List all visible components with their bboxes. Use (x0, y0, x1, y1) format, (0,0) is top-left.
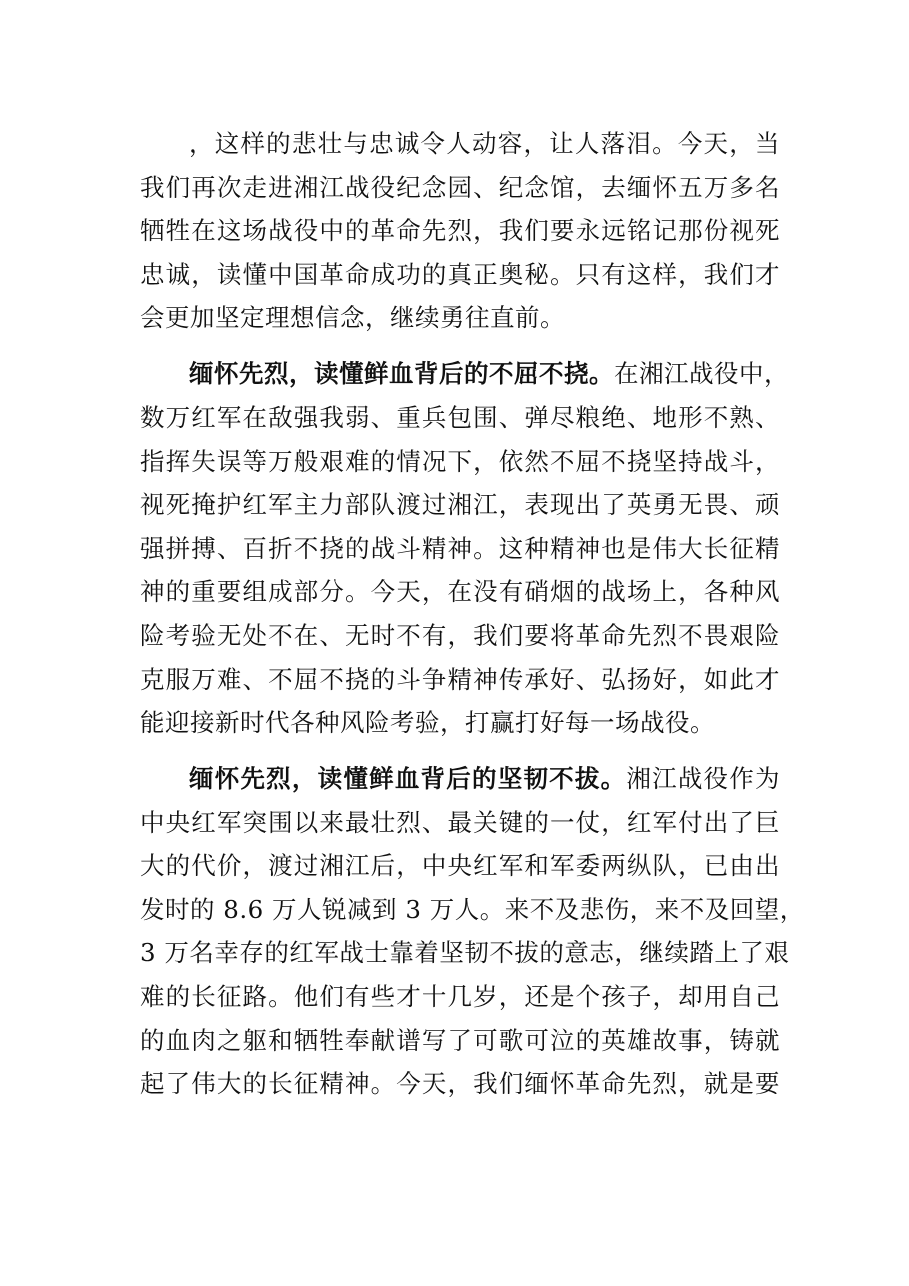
text-line: 我们再次走进湘江战役纪念园、纪念馆，去缅怀五万多名 (140, 172, 780, 202)
text-line: 大的代价，渡过湘江后，中央红军和军委两纵队，已由出 (140, 851, 780, 881)
text-line (140, 352, 789, 396)
text-line: 3 万名幸存的红军战士靠着坚韧不拔的意志，继续踏上了艰 (140, 938, 790, 968)
text-line: 发时的 8.6 万人锐减到 3 万人。来不及悲伤，来不及回望， (140, 894, 805, 924)
text-line: 强拼搏、百折不挠的战斗精神。这种精神也是伟大长征精 (140, 533, 780, 563)
text-line: 的血肉之躯和牺牲奉献谱写了可歌可泣的英雄故事，铸就 (140, 1025, 780, 1055)
text-line: 会更加坚定理想信念，继续勇往直前。 (140, 303, 565, 333)
paragraph-spacing (140, 340, 780, 352)
text-line: 数万红军在敌强我弱、重兵包围、弹尽粮绝、地形不熟、 (140, 402, 780, 432)
text-line: 中央红军突围以来最壮烈、最关键的一仗，红军付出了巨 (140, 807, 780, 837)
text-line: 牺牲在这场战役中的革命先烈，我们要永远铭记那份视死 (140, 216, 780, 246)
paragraph-lead-heading: 缅怀先烈，读懂鲜血背后的不屈不挠。 (189, 359, 614, 389)
text-line: 难的长征路。他们有些才十几岁，还是个孩子，却用自己 (140, 982, 780, 1012)
text-run: 湘江战役作为 (626, 764, 781, 794)
text-line: ，这样的悲壮与忠诚令人动容，让人落泪。今天，当 (189, 129, 780, 158)
text-line: 视死掩护红军主力部队渡过湘江，表现出了英勇无畏、顽 (140, 490, 780, 520)
paragraph-3 (140, 757, 805, 1106)
paragraph-spacing (140, 745, 780, 757)
text-line: 险考验无处不在、无时不有，我们要将革命先烈不畏艰险 (140, 620, 780, 650)
paragraph-1 (140, 122, 780, 340)
text-line: 起了伟大的长征精神。今天，我们缅怀革命先烈，就是要 (140, 1069, 780, 1099)
paragraph-2 (140, 352, 789, 744)
text-line: 神的重要组成部分。今天，在没有硝烟的战场上，各种风 (140, 577, 780, 607)
paragraph-lead-heading: 缅怀先烈，读懂鲜血背后的坚韧不拔。 (189, 764, 627, 794)
text-run: 在湘江战役中， (614, 359, 789, 389)
text-line: 克服万难、不屈不挠的斗争精神传承好、弘扬好，如此才 (140, 664, 780, 694)
text-line: 指挥失误等万般艰难的情况下，依然不屈不挠坚持战斗， (140, 446, 780, 476)
text-line: 能迎接新时代各种风险考验，打赢打好每一场战役。 (140, 708, 715, 738)
text-line: 忠诚，读懂中国革命成功的真正奥秘。只有这样，我们才 (140, 259, 780, 289)
text-line (140, 757, 780, 801)
article-body (140, 122, 805, 1106)
